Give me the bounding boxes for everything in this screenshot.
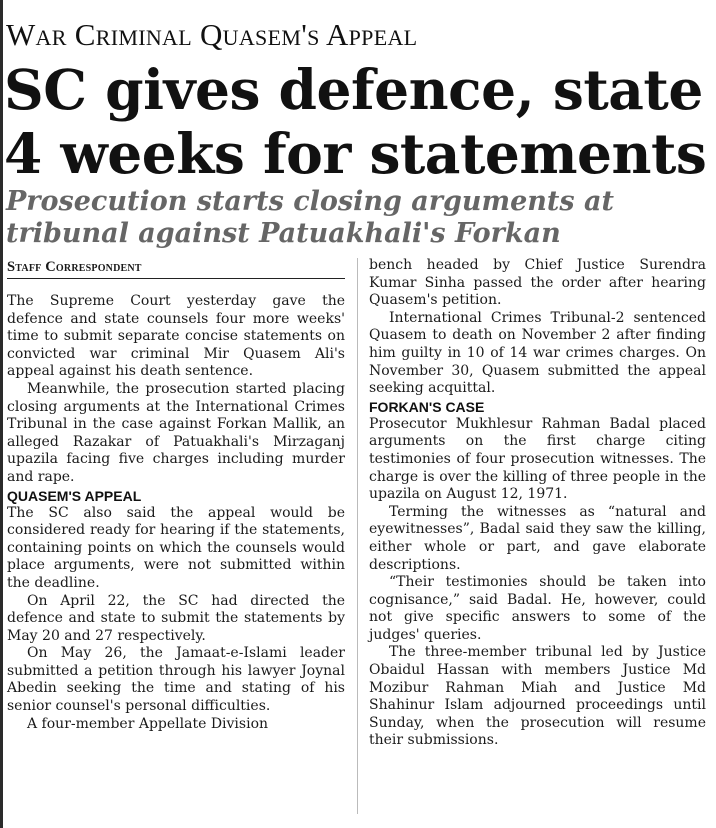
headline-line-1: SC gives defence, state [4, 57, 703, 122]
page-edge [0, 0, 3, 828]
paragraph: International Crimes Tribunal-2 sentenced Quasem to death on November 2 after finding him guilty in 10 of 14 war crimes charges. On November 30, Quasem submitted the appeal seeking acquittal. [369, 309, 706, 397]
paragraph: Prosecutor Mukhlesur Rahman Badal placed arguments on the first charge citing testimonies of four prosecution witnesses. The charge is over the killing of three people in the upazila on August 12, 1971. [369, 415, 706, 503]
paragraph: Meanwhile, the prosecution started placing closing arguments at the International Crimes Tribunal in the case against Forkan Mallik, an alleged Razakar of Patuakhali's Mirzaganj upazila facing five charges including murder and rape. [7, 380, 345, 485]
paragraph: The three-member tribunal led by Justice Obaidul Hassan with members Justice Md Mozibur Rahman Miah and Justice Md Shahinur Islam adjourned proceedings until Sunday, when the prosecution will resume their submissions. [369, 644, 706, 749]
headline-line-2: 4 weeks for statements [4, 121, 707, 186]
paragraph: “Their testimonies should be taken into cognisance,” said Badal. He, however, could not give specific answers to some of the judges' queries. [369, 574, 706, 643]
left-column [7, 258, 345, 733]
paragraph: A four-member Appellate Division [27, 715, 269, 732]
column-divider [357, 258, 358, 814]
right-column [369, 257, 706, 750]
paragraph: The Supreme Court yesterday gave the defence and state counsels four more weeks' time to submit separate concise statements on convicted war criminal Mir Quasem Ali's appeal against his death sentence. [7, 293, 345, 380]
article-subhead: Prosecution starts closing arguments at tribunal against Patuakhali's Forkan [6, 186, 614, 249]
section-heading-quasem: QUASEM'S APPEAL [7, 487, 142, 504]
paragraph: Terming the witnesses as “natural and eyewitnesses”, Badal said they saw the killing, either whole or part, and gave elaborate descriptions. [369, 503, 706, 573]
paragraph: On April 22, the SC had directed the defence and state to submit the statements by May 20 and 27 respectively. [7, 592, 345, 644]
section-heading-forkan: FORKAN'S CASE [369, 398, 485, 415]
paragraph: The SC also said the appeal would be considered ready for hearing if the statements, containing points on which the counsels would place arguments, were not submitted within the deadline. [7, 504, 345, 591]
byline: Staff Correspondent [7, 258, 345, 279]
paragraph: bench headed by Chief Justice Surendra Kumar Sinha passed the order after hearing Quasem's petition. [369, 257, 706, 309]
article-kicker: War Criminal Quasem's Appeal [6, 17, 418, 52]
paragraph: On May 26, the Jamaat-e-Islami leader submitted a petition through his lawyer Joynal Abedin seeking the time and stating of his senior counsel's personal difficulties. [7, 645, 345, 715]
article-headline [4, 58, 714, 186]
